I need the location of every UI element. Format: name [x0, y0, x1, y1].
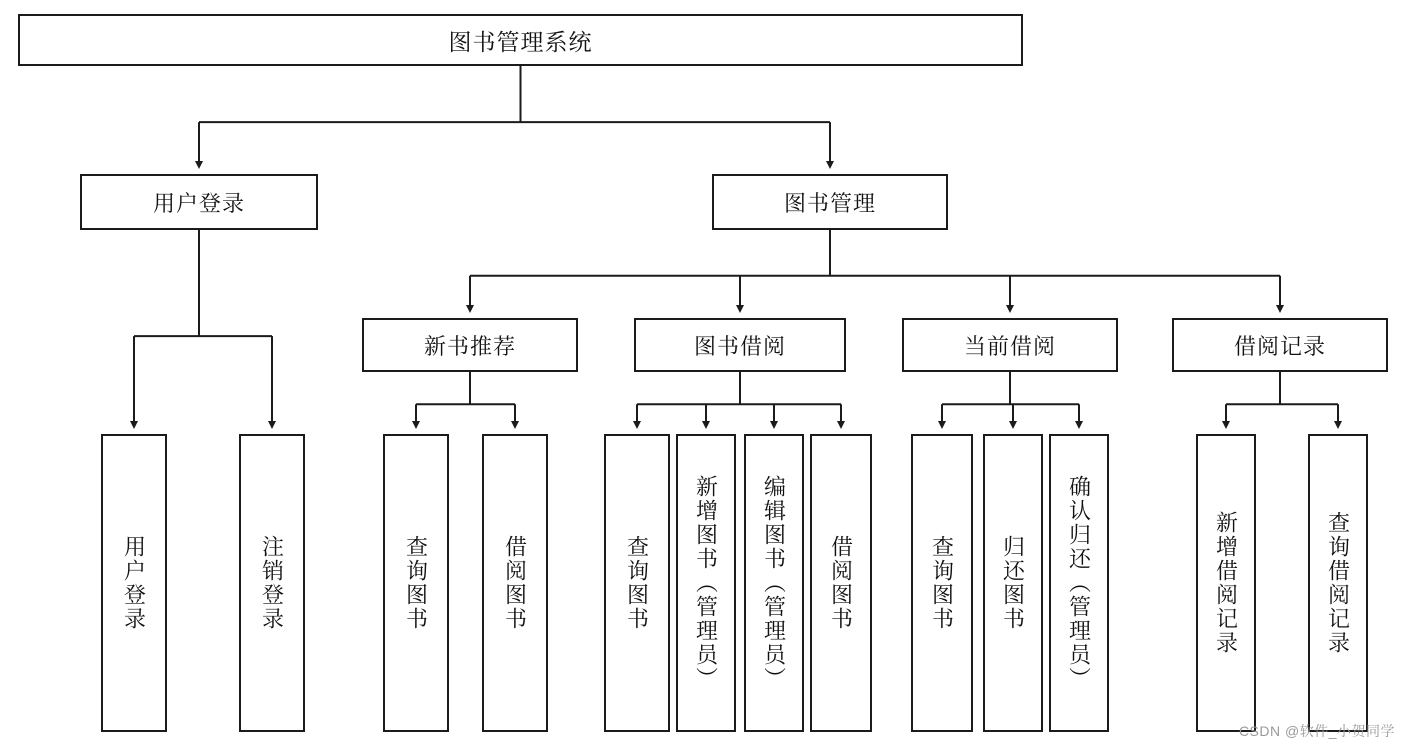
node-label: 用户登录 [121, 535, 147, 631]
node-label: 查询图书 [624, 535, 650, 631]
node-label: 查询图书 [929, 535, 955, 631]
node-label: 注销登录 [259, 535, 285, 631]
node-b3 [744, 434, 804, 732]
node-label: 新增图书（管理员） [693, 475, 719, 691]
node-label: 编辑图书（管理员） [761, 475, 787, 691]
node-borrow [634, 318, 846, 372]
node-current [902, 318, 1118, 372]
node-login [80, 174, 318, 230]
node-label: 查询借阅记录 [1325, 511, 1351, 655]
node-l1 [101, 434, 167, 732]
node-l2 [239, 434, 305, 732]
node-label: 借阅记录 [1233, 333, 1326, 359]
node-newrec [362, 318, 578, 372]
node-bookmgr [712, 174, 948, 230]
node-label: 借阅图书 [828, 535, 854, 631]
node-label: 当前借阅 [963, 333, 1056, 359]
node-b4 [810, 434, 872, 732]
node-n2 [482, 434, 548, 732]
watermark-label: CSDN @软件_小贺同学 [1238, 723, 1395, 739]
node-r2 [1308, 434, 1368, 732]
node-records [1172, 318, 1388, 372]
node-r1 [1196, 434, 1256, 732]
node-label: 新书推荐 [423, 333, 516, 359]
node-label: 图书借阅 [693, 333, 786, 359]
node-label: 确认归还（管理员） [1066, 475, 1092, 691]
node-label: 新增借阅记录 [1213, 511, 1239, 655]
node-b2 [676, 434, 736, 732]
node-label: 图书管理系统 [448, 28, 593, 55]
node-b1 [604, 434, 670, 732]
node-label: 归还图书 [1000, 535, 1026, 631]
node-label: 查询图书 [403, 535, 429, 631]
node-c1 [911, 434, 973, 732]
node-c2 [983, 434, 1043, 732]
node-label: 用户登录 [152, 190, 245, 216]
node-label: 图书管理 [783, 190, 876, 216]
node-n1 [383, 434, 449, 732]
node-root [18, 14, 1023, 66]
node-c3 [1049, 434, 1109, 732]
node-label: 借阅图书 [502, 535, 528, 631]
